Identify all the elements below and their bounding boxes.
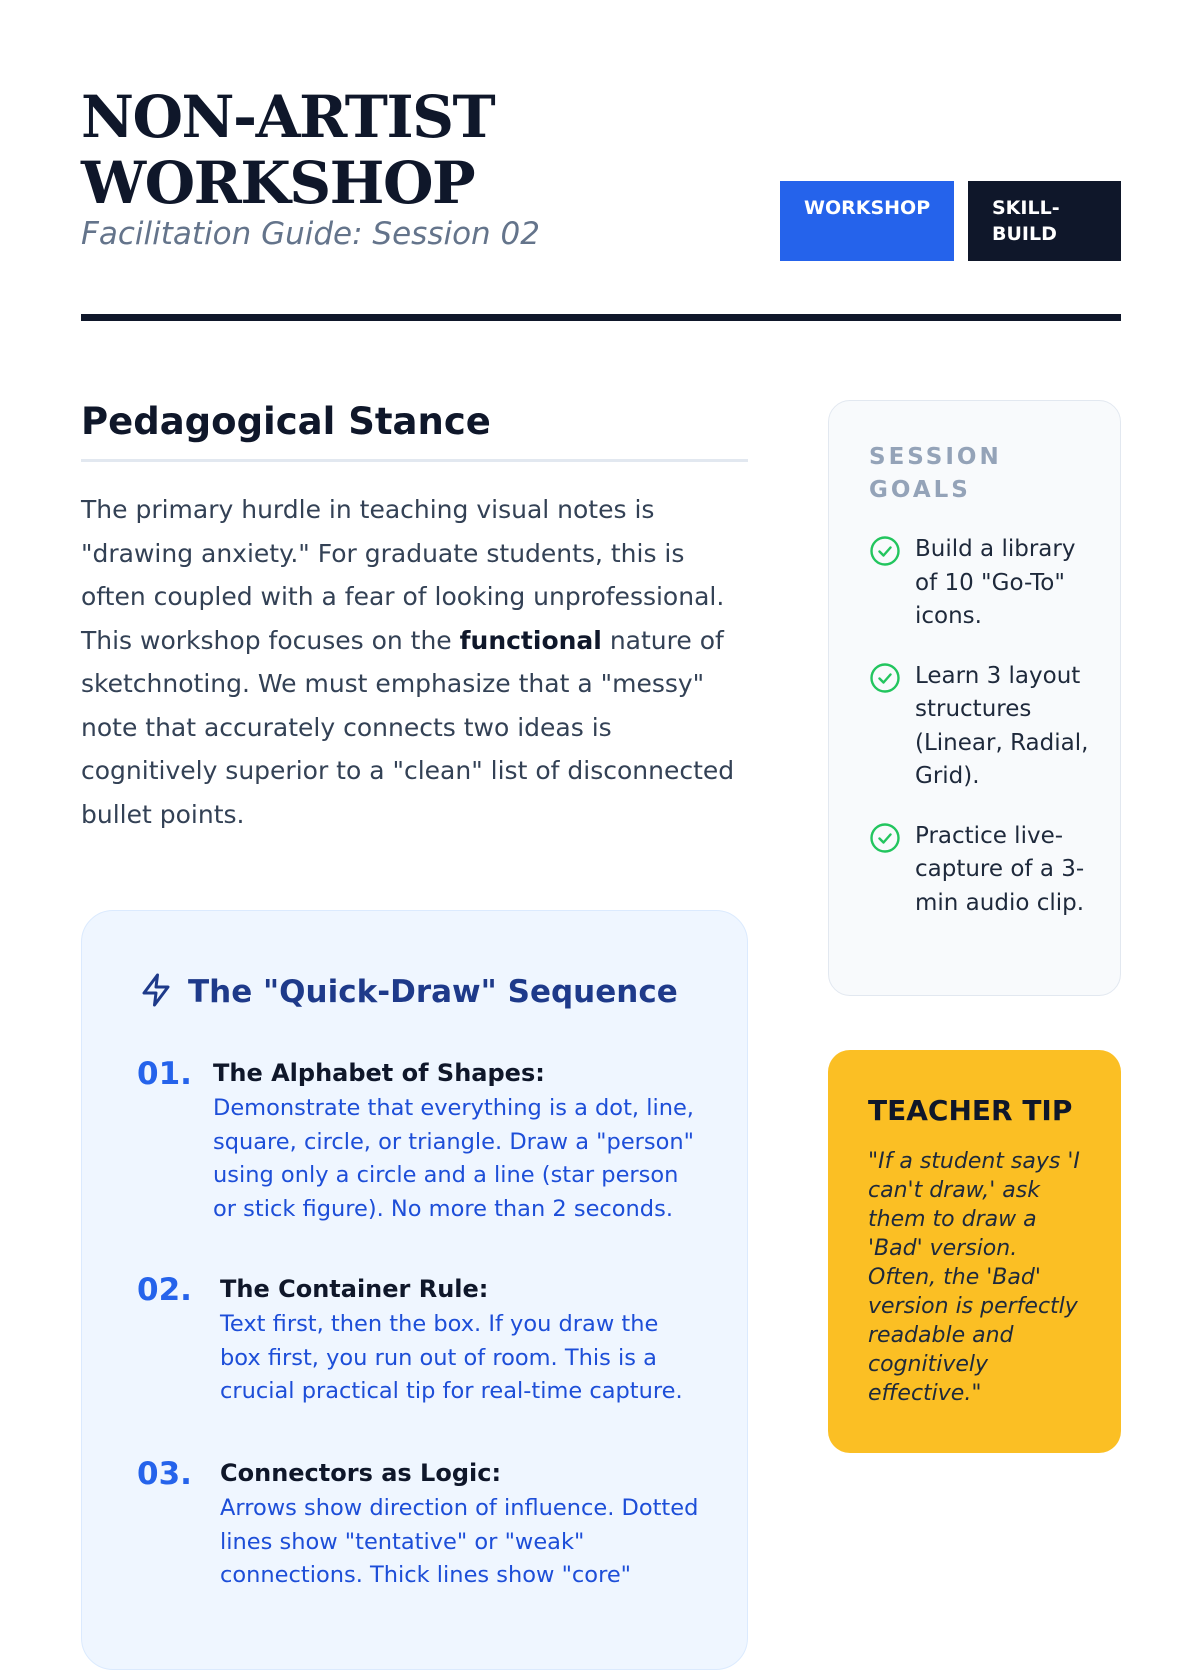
stance-text-end: nature of sketchnoting. We must emphasize that a "messy" note that accurately connects two ideas is cognitively superior to a "clean" list of disconnected bullet points. — [81, 625, 735, 829]
teacher-tip-title: TEACHER TIP — [868, 1094, 1073, 1127]
quick-draw-header — [138, 971, 678, 1013]
step-title: The Alphabet of Shapes: — [213, 1059, 545, 1087]
step-text: Text first, then the box. If you draw the box first, you run out of room. This is a crucial practical tip for real-time capture. — [220, 1311, 683, 1404]
stance-paragraph — [81, 488, 748, 836]
goal-text: Learn 3 layout structures (Linear, Radial, Grid). — [915, 662, 1089, 789]
step-number: 02. — [137, 1272, 192, 1308]
step-number: 01. — [137, 1056, 192, 1092]
main-column — [81, 400, 748, 1588]
page-subtitle: Facilitation Guide: Session 02 — [81, 216, 541, 252]
step-text: Demonstrate that everything is a dot, line, square, circle, or triangle. Draw a "person" using only a circle and a line (star person or stick figure). No more than 2 seconds. — [213, 1095, 695, 1222]
session-goals-title: SESSION GOALS — [869, 444, 1002, 503]
goal-text: Practice live-capture of a 3-min audio clip. — [915, 822, 1085, 916]
step-title: The Container Rule: — [220, 1275, 489, 1303]
tag-skill-build-line-1: SKILL- — [992, 197, 1060, 219]
goal-item — [869, 533, 1090, 634]
goal-item — [869, 660, 1090, 794]
quick-draw-card — [81, 910, 748, 1670]
tag-group — [780, 181, 1121, 261]
step-title: Connectors as Logic: — [220, 1459, 502, 1487]
tag-skill-build-line-2: BUILD — [992, 223, 1057, 245]
goal-text: Build a library of 10 "Go-To" icons. — [915, 536, 1076, 629]
goal-item — [869, 820, 1090, 921]
tag-skill-build — [968, 181, 1121, 261]
check-circle-icon — [869, 822, 901, 921]
step-number: 03. — [137, 1456, 192, 1492]
step-text: Arrows show direction of influence. Dotted lines show "tentative" or "weak" connections. Thick lines show "core" — [220, 1495, 699, 1588]
page-title-line-1: NON-ARTIST — [81, 83, 495, 151]
header-divider — [81, 314, 1121, 321]
step-body — [213, 1056, 703, 1226]
tag-workshop: WORKSHOP — [780, 181, 954, 261]
session-goals-card — [828, 400, 1121, 996]
step-body — [220, 1456, 700, 1593]
lightning-icon — [138, 971, 174, 1013]
quick-draw-title: The "Quick-Draw" Sequence — [188, 974, 678, 1010]
step-body — [220, 1272, 690, 1409]
stance-text-start: The primary hurdle in teaching visual notes is "drawing anxiety." For graduate students, this is often coupled with a fear of looking unprofessional. This workshop focuses on the — [81, 495, 725, 655]
section-title: Pedagogical Stance — [81, 400, 748, 462]
teacher-tip-text: "If a student says 'I can't draw,' ask them to draw a 'Bad' version. Often, the 'Bad' version is perfectly readable and cognitively effective." — [868, 1149, 1080, 1406]
page-title-line-2: WORKSHOP — [81, 149, 475, 217]
teacher-tip-card — [828, 1050, 1121, 1453]
check-circle-icon — [869, 662, 901, 794]
check-circle-icon — [869, 535, 901, 634]
stance-text-bold: functional — [459, 625, 602, 655]
page-title — [81, 84, 494, 216]
page-header — [81, 84, 1121, 324]
